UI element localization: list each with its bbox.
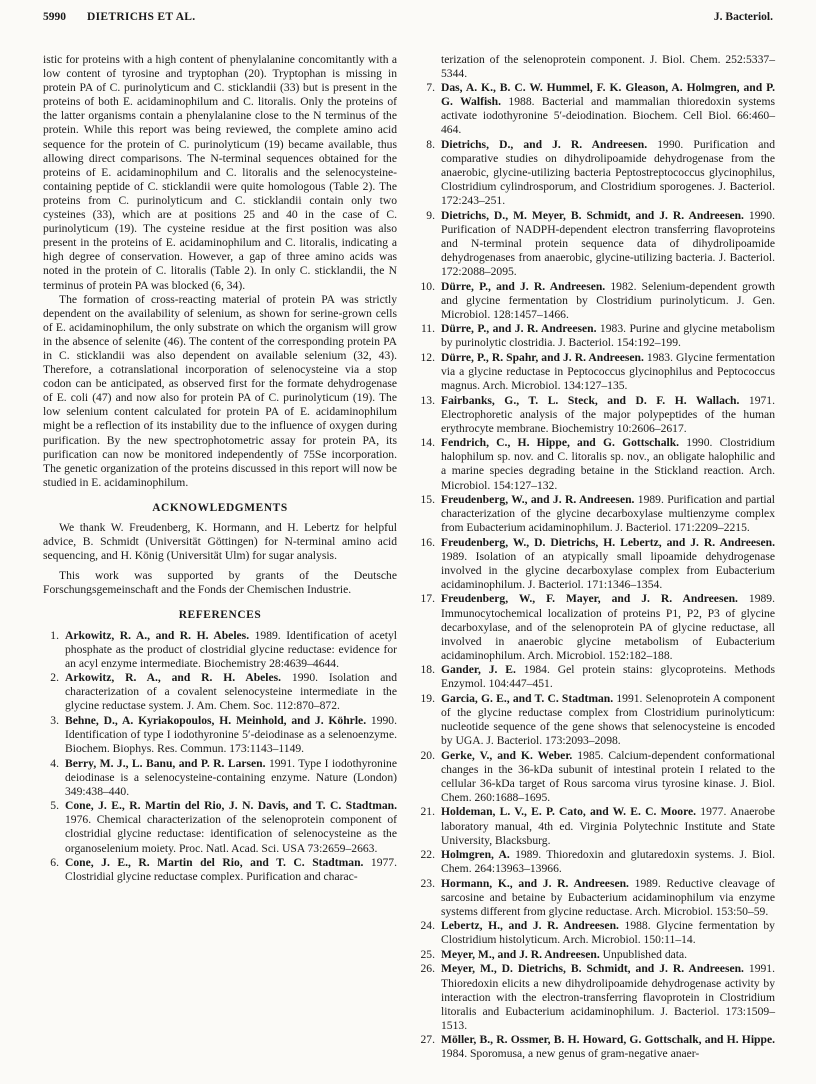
reference-authors: Berry, M. J., L. Banu, and P. R. Larsen. [65, 756, 266, 770]
reference-text: 1990. Identification of type I iodothyronine 5′-deiodinase as a selenoenzyme. Biochem. Biophys. Res. Commun. 173:1143–1149. [65, 713, 398, 756]
reference-text: 1989. Reductive cleavage of sarcosine and betaine by Eubacterium acidaminophilum via enzyme systems different from glycine reductase. Arch. Microbiol. 153:50–59. [441, 876, 775, 918]
reference-authors: Das, A. K., B. C. W. Hummel, F. K. Gleason, A. Holmgren, and P. G. Walfish. [441, 81, 775, 109]
reference-item [43, 671, 397, 713]
reference-authors: Dietrichs, D., M. Meyer, B. Schmidt, and J. R. Andreesen. [441, 208, 744, 222]
reference-number: 18. [420, 663, 435, 677]
reference-authors: Dürre, P., and J. R. Andreesen. [441, 279, 606, 293]
reference-item [43, 856, 397, 884]
reference-number: 7. [426, 81, 435, 95]
reference-text: 1977. Clostridial glycine reductase complex. Purification and charac- [65, 856, 398, 884]
reference-continuation: terization of the selenoprotein component. J. Biol. Chem. 252:5337–5344. [441, 53, 775, 81]
reference-authors: Freudenberg, W., D. Dietrichs, H. Lebertz, and J. R. Andreesen. [441, 535, 775, 549]
reference-number: 2. [50, 671, 59, 685]
reference-number: 10. [420, 279, 435, 293]
acknowledgments-heading: ACKNOWLEDGMENTS [152, 501, 288, 514]
reference-number: 1. [50, 628, 59, 642]
reference-item [43, 629, 397, 671]
reference-authors: Garcia, G. E., and T. C. Stadtman. [441, 691, 614, 705]
reference-text: 1976. Chemical characterization of the selenoprotein component of clostridial glycine reductase: identification of selenocysteine as the organoselenium moiety. Proc. Natl. Acad. Sci. USA 73:2659–2663. [65, 813, 397, 855]
reference-item [419, 919, 775, 947]
reference-number: 27. [420, 1033, 435, 1047]
reference-item [419, 209, 775, 279]
reference-item [419, 493, 775, 535]
reference-item [419, 848, 775, 876]
reference-authors: Möller, B., R. Ossmer, B. H. Howard, G. Gottschalk, and H. Hippe. [441, 1033, 775, 1047]
reference-item [419, 962, 775, 1032]
reference-text: 1989. Isolation of an atypically small lipoamide dehydrogenase involved in the glycine decarboxylase complex from Eubacterium acidaminophilum. J. Bacteriol. 171:1346–1354. [441, 549, 775, 591]
reference-text: 1990. Purification of NADPH-dependent electron transferring flavoproteins and N-terminal protein sequence data of dihydrolipoamide dehydrogenases from anaerobic, glycine-utilizing bacteria. J. Bacteriol. 172:2088–2095. [441, 208, 776, 279]
reference-number: 8. [426, 137, 435, 151]
reference-item [419, 805, 775, 847]
reference-authors: Gerke, V., and K. Weber. [441, 748, 573, 762]
reference-item [419, 138, 775, 208]
reference-item [43, 757, 397, 799]
reference-text: 1989. Purification and partial characterization of the glycine decarboxylase multienzyme complex from Eubacterium acidaminophilum. J. Bacteriol. 171:2209–2215. [441, 493, 775, 535]
reference-authors: Fairbanks, G., T. L. Steck, and D. F. H. Wallach. [441, 393, 740, 407]
reference-item [419, 877, 775, 919]
reference-item [419, 948, 775, 962]
reference-number: 25. [420, 947, 435, 961]
reference-number: 22. [420, 848, 435, 862]
reference-authors: Meyer, M., and J. R. Andreesen. [441, 947, 600, 961]
journal-name: J. Bacteriol. [713, 11, 773, 23]
reference-text: 1989. Thioredoxin and glutaredoxin systems. J. Biol. Chem. 264:13963–13966. [441, 848, 775, 876]
reference-text: 1991. Type I iodothyronine deiodinase is a selenocysteine-containing enzyme. Nature (London) 349:438–440. [65, 756, 397, 798]
reference-number: 3. [50, 713, 59, 727]
reference-text: 1971. Electrophoretic analysis of the major polypeptides of the human erythrocyte membrane. Biochemistry 10:2606–2617. [441, 393, 776, 435]
reference-number: 5. [50, 799, 59, 813]
reference-number: 21. [420, 805, 435, 819]
reference-text: 1982. Selenium-dependent growth and glycine fermentation by Clostridium purinolyticum. J. Gen. Microbiol. 128:1457–1466. [441, 279, 775, 321]
reference-authors: Meyer, M., D. Dietrichs, B. Schmidt, and J. R. Andreesen. [441, 962, 744, 976]
reference-authors: Cone, J. E., R. Martin del Rio, and T. C. Stadtman. [65, 856, 364, 870]
references-heading: REFERENCES [178, 609, 262, 622]
reference-text: 1983. Purine and glycine metabolism by purinolytic clostridia. J. Bacteriol. 154:192–199. [441, 322, 775, 350]
reference-text: 1991. Thioredoxin elicits a new dihydrolipoamide dehydrogenase activity by interaction with the electron-transferring flavoprotein in Clostridium litoralis and Eubacterium acidaminophilum. J. Bacteriol. 173:1509–1513. [441, 962, 776, 1032]
reference-text: 1990. Purification and comparative studies on dihydrolipoamide dehydrogenase from the anaerobic, glycine-utilizing bacteria Peptostreptococcus glycinophilus, Clostridium cylindrosporum, and Clostridium sporogenes. J. Bacteriol. 172:243–251. [441, 137, 775, 208]
reference-authors: Dietrichs, D., and J. R. Andreesen. [441, 137, 648, 151]
reference-authors: Arkowitz, R. A., and R. H. Abeles. [65, 628, 250, 642]
reference-number: 26. [420, 962, 435, 976]
reference-authors: Freudenberg, W., and J. R. Andreesen. [441, 493, 635, 507]
reference-text: Unpublished data. [599, 947, 688, 961]
reference-number: 14. [420, 436, 435, 450]
reference-authors: Behne, D., A. Kyriakopoulos, H. Meinhold, and J. Köhrle. [65, 713, 367, 727]
reference-number: 13. [420, 393, 435, 407]
reference-item [419, 663, 775, 691]
reference-text: 1990. Clostridium halophilum sp. nov. and C. litoralis sp. nov., an obligate halophilic and a marine species degrading betaine in the Stickland reaction. Arch. Microbiol. 154:127–132. [441, 436, 775, 492]
references-list-left [43, 629, 397, 885]
left-column [43, 53, 397, 885]
reference-authors: Holmgren, A. [441, 848, 510, 862]
reference-text: 1984. Gel protein stains: glycoproteins. Methods Enzymol. 104:447–451. [441, 663, 775, 691]
reference-text: 1983. Glycine fermentation via a glycine reductase in Peptococcus glycinophilus and Peptococcus magnus. Arch. Microbiol. 134:127–135. [441, 350, 775, 393]
reference-item [419, 749, 775, 805]
reference-number: 15. [420, 493, 435, 507]
running-header [43, 11, 773, 29]
reference-number: 19. [420, 691, 435, 705]
body-paragraph: istic for proteins with a high content of phenylalanine concomitantly with a low content of tyrosine and tryptophan (20). Tryptophan is missing in protein PA of C. purinolyticum and C. sticklandii (33) but is present in the proteins of both E. acidaminophilum and C. litoralis. Only the proteins of the latter organisms contain a phenylalanine close to the N terminus of the protein. While this report was being reviewed, the complete amino acid sequence for the protein of C. purinolyticum (19) became available, thus allowing direct comparisons. The N-terminal sequences obtained for the proteins of E. acidaminophilum and C. litoralis and the selenocysteine-containing peptide of C. sticklandii were quite homologous (Table 2). The proteins from C. purinolyticum and C. sticklandii contain only two cysteines (33), which are at positions 25 and 40 in the case of C. purinolyticum (19). The cysteine residue at the first position was also present in the proteins of E. acidaminophilum and C. litoralis, indicating a high degree of conservation. However, a gap of three amino acids was noted in the protein of C. litoralis (Table 2). In only C. sticklandii, the N terminus of protein PA was blocked (6, 34). [43, 53, 397, 292]
reference-number: 16. [420, 535, 435, 549]
reference-text: 1989. Identification of acetyl phosphate as the product of clostridial glycine reductase: evidence for an acyl enzyme intermediate. Biochemistry 28:4639–4644. [65, 628, 397, 670]
reference-authors: Freudenberg, W., F. Mayer, and J. R. Andreesen. [441, 592, 738, 606]
reference-number: 23. [420, 876, 435, 890]
reference-text: 1989. Immunocytochemical localization of proteins P1, P2, P3 of glycine decarboxylase, and of the selenoprotein PA of glycine reductase, all involved in anaerobic glycine metabolism of Eubacterium acidaminophilum. Arch. Microbiol. 152:182–188. [441, 592, 776, 662]
reference-authors: Gander, J. E. [441, 663, 516, 677]
reference-number: 4. [50, 756, 59, 770]
reference-number: 17. [420, 592, 435, 606]
reference-authors: Dürre, P., and J. R. Andreesen. [441, 322, 597, 336]
reference-number: 9. [426, 208, 435, 222]
reference-item [419, 394, 775, 436]
reference-number: 12. [420, 350, 435, 364]
reference-text: 1991. Selenoprotein A component of the glycine reductase complex from Clostridium purinolyticum: nucleotide sequence of the gene shows that selenocysteine is encoded by UGA. J. Bacteriol. 173:2093–2098. [441, 691, 776, 748]
reference-text: 1977. Anaerobe laboratory manual, 4th ed. Virginia Polytechnic Institute and State University, Blacksburg. [441, 805, 775, 847]
page-number: 5990 [43, 11, 66, 23]
reference-number: 11. [420, 322, 435, 336]
reference-text: 1990. Isolation and characterization of a covalent selenocysteine intermediate in the glycine reductase system. J. Am. Chem. Soc. 112:870–872. [65, 671, 398, 713]
body-paragraph: The formation of cross-reacting material of protein PA was strictly dependent on the availability of selenium, as shown for serine-grown cells of E. acidaminophilum, the only substrate on which the organism will grow in the absence of selenite (46). The content of the corresponding protein PA in C. sticklandii was also dependent on available selenium (32, 43). Therefore, a cotranslational incorporation of selenocysteine via a stop codon can be anticipated, as observed first for the formate dehydrogenase of E. coli (47) and now also for protein PA of C. purinolyticum (19). The low selenium content calculated for protein PA of E. acidaminophilum might be a reflection of its instability due to the influence of oxygen during purification. By the new spectrophotometric assay for protein PA, its purification can now be monitored independently of 75Se incorporation. The genetic organization of the proteins discussed in this report will now be studied in E. acidaminophilum. [43, 292, 397, 489]
reference-item [419, 351, 775, 393]
reference-authors: Lebertz, H., and J. R. Andreesen. [441, 919, 619, 933]
reference-item [419, 280, 775, 322]
reference-authors: Hormann, K., and J. R. Andreesen. [441, 876, 629, 890]
references-list-right [419, 81, 775, 1061]
reference-item [43, 799, 397, 855]
reference-number: 24. [420, 919, 435, 933]
reference-item [419, 536, 775, 592]
reference-text: 1988. Glycine fermentation by Clostridium histolyticum. Arch. Microbiol. 150:11–14. [441, 919, 775, 947]
reference-item [419, 436, 775, 492]
acknowledgments-paragraph: This work was supported by grants of the Deutsche Forschungsgemeinschaft and the Fonds der Chemischen Industrie. [43, 569, 397, 597]
reference-authors: Arkowitz, R. A., and R. H. Abeles. [65, 671, 282, 685]
reference-item [419, 1033, 775, 1061]
right-column [419, 53, 775, 1062]
acknowledgments-paragraph: We thank W. Freudenberg, K. Hormann, and H. Lebertz for helpful advice, B. Schmidt (Universität Göttingen) for N-terminal amino acid sequencing, and H. König (Universität Ulm) for sugar analysis. [43, 521, 397, 563]
reference-authors: Holdeman, L. V., E. P. Cato, and W. E. C. Moore. [441, 805, 697, 819]
reference-number: 6. [50, 856, 59, 870]
reference-authors: Fendrich, C., H. Hippe, and G. Gottschalk. [441, 436, 680, 450]
reference-number: 20. [420, 748, 435, 762]
running-authors: DIETRICHS ET AL. [87, 11, 196, 23]
reference-authors: Dürre, P., R. Spahr, and J. R. Andreesen. [441, 350, 644, 364]
reference-item [419, 322, 775, 350]
reference-item [43, 714, 397, 756]
reference-authors: Cone, J. E., R. Martin del Rio, J. N. Davis, and T. C. Stadtman. [65, 799, 397, 813]
reference-text: 1988. Bacterial and mammalian thioredoxin systems activate iodothyronine 5′-deiodination. Biochem. Cell Biol. 66:460–464. [441, 95, 775, 137]
reference-text: 1984. Sporomusa, a new genus of gram-negative anaer- [441, 1047, 700, 1061]
reference-text: 1985. Calcium-dependent conformational changes in the 36-kDa subunit of intestinal protein I related to the cellular 36-kDa target of Rous sarcoma virus tyrosine kinase. J. Biol. Chem. 260:1688–1695. [441, 748, 775, 804]
reference-item [419, 692, 775, 748]
reference-item [419, 592, 775, 662]
reference-item [419, 81, 775, 137]
